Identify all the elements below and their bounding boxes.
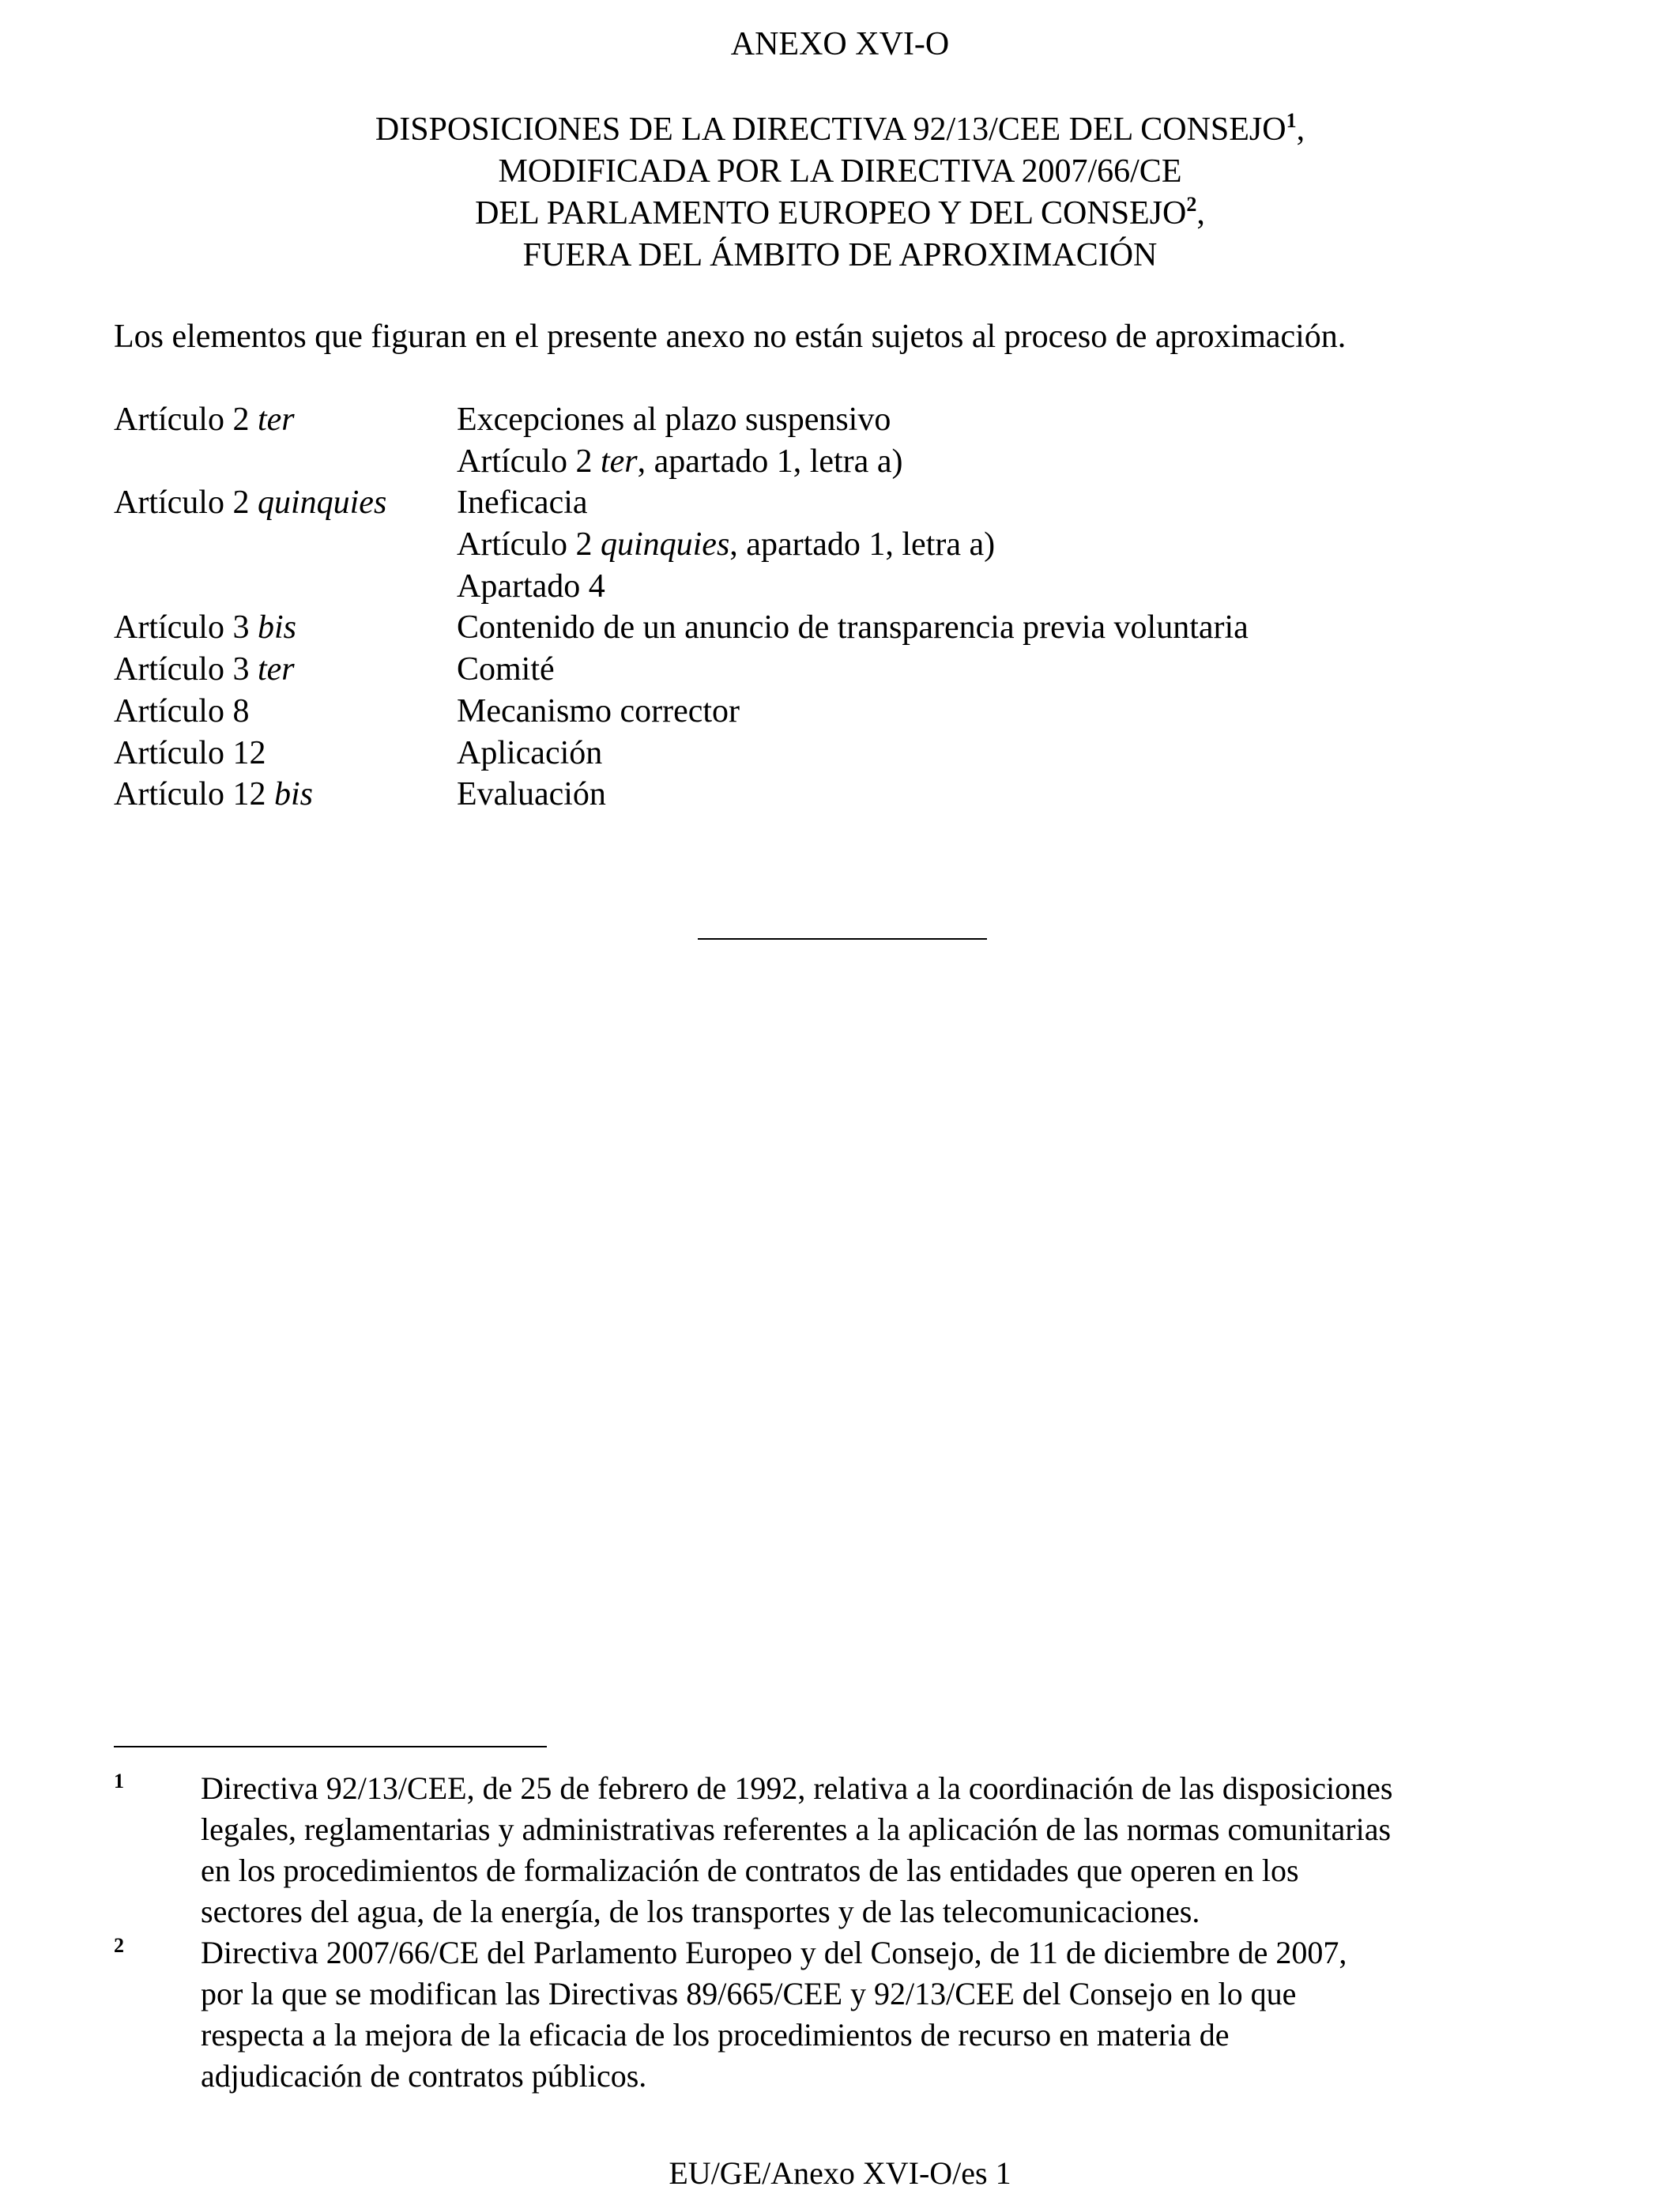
footnote-ref-2[interactable]: 2	[1186, 193, 1197, 216]
article-description-text: Ineficacia	[457, 484, 588, 522]
footnote-ref-1[interactable]: 1	[1286, 109, 1297, 132]
article-description-text: Excepciones al plazo suspensivo	[457, 401, 891, 438]
article-description	[457, 524, 995, 566]
footnote-number: 1	[114, 1770, 124, 1793]
heading-line-1-text: DISPOSICIONES DE LA DIRECTIVA 92/13/CEE DEL CONSEJO	[375, 111, 1286, 148]
article-reference-suffix: quinquies	[257, 484, 387, 522]
article-reference-text: Artículo 3	[114, 651, 258, 688]
article-description-italic: quinquies	[600, 526, 730, 564]
article-reference-text: Artículo 12	[114, 734, 266, 771]
footnote-1	[114, 1768, 1584, 1932]
page-footer: EU/GE/Anexo XVI-O/es 1	[669, 2155, 1011, 2191]
article-description	[457, 482, 588, 524]
footnote-line: sectores del agua, de la energía, de los transportes y de las telecomunicaciones.	[201, 1894, 1200, 1929]
heading-line-1	[0, 109, 1680, 151]
end-of-text-rule	[698, 938, 987, 940]
article-reference-suffix: bis	[273, 776, 313, 813]
intro-paragraph: Los elementos que figuran en el presente anexo no están sujetos al proceso de aproximación.	[114, 319, 1347, 355]
footnote-line: por la que se modifican las Directivas 89/665/CEE y 92/13/CEE del Consejo en lo que	[201, 1976, 1297, 2011]
heading-line-3	[0, 193, 1680, 235]
page-title: ANEXO XVI-O	[730, 26, 950, 62]
article-description-text: Comité	[457, 651, 555, 688]
article-description	[457, 607, 1249, 649]
article-reference	[114, 607, 296, 649]
heading-line-3-text: DEL PARLAMENTO EUROPEO Y DEL CONSEJO	[475, 195, 1187, 232]
article-description	[457, 566, 605, 608]
article-reference	[114, 649, 295, 691]
article-reference	[114, 482, 386, 524]
footnotes	[114, 1768, 1584, 2097]
heading-line-1-tail: ,	[1296, 111, 1305, 148]
article-description-text: Mecanismo corrector	[457, 692, 740, 729]
footnote-line: en los procedimientos de formalización de contratos de las entidades que operen en los	[201, 1853, 1299, 1888]
footnote-line: Directiva 2007/66/CE del Parlamento Europeo y del Consejo, de 11 de diciembre de 2007,	[201, 1935, 1347, 1970]
article-reference	[114, 691, 249, 733]
article-reference	[114, 774, 313, 816]
article-description-italic: ter	[600, 443, 638, 480]
article-description	[457, 441, 902, 483]
heading-line-2: MODIFICADA POR LA DIRECTIVA 2007/66/CE	[498, 153, 1182, 190]
article-reference-suffix: ter	[257, 401, 295, 438]
heading-line-4: FUERA DEL ÁMBITO DE APROXIMACIÓN	[522, 237, 1158, 273]
article-description-text: Aplicación	[457, 734, 603, 771]
article-description	[457, 774, 606, 816]
article-reference-text: Artículo 8	[114, 692, 250, 729]
article-reference	[114, 733, 266, 775]
article-description-tail: , apartado 1, letra a)	[637, 443, 903, 480]
footnote-line: respecta a la mejora de la eficacia de los procedimientos de recurso en materia de	[201, 2017, 1230, 2053]
article-reference-suffix: bis	[257, 609, 296, 647]
footnote-line: Directiva 92/13/CEE, de 25 de febrero de 1992, relativa a la coordinación de las disposiciones	[201, 1770, 1393, 1806]
article-reference-text: Artículo 2	[114, 401, 258, 438]
footnote-number: 2	[114, 1934, 124, 1957]
article-reference-text: Artículo 2	[114, 484, 258, 522]
footnote-separator	[114, 1746, 547, 1747]
article-description-text: Contenido de un anuncio de transparencia previa voluntaria	[457, 609, 1249, 647]
article-description-text: Apartado 4	[457, 567, 605, 605]
footnote-line: legales, reglamentarias y administrativas referentes a la aplicación de las normas comunitarias	[201, 1811, 1392, 1847]
article-description	[457, 691, 740, 733]
article-reference	[114, 399, 295, 441]
article-reference-text: Artículo 12	[114, 776, 274, 813]
article-reference-suffix: ter	[257, 651, 295, 688]
section-heading	[0, 109, 1680, 277]
article-description-text: Artículo 2	[457, 443, 601, 480]
heading-line-3-tail: ,	[1196, 195, 1205, 232]
footnote-2	[114, 1932, 1584, 2097]
article-description-text: Artículo 2	[457, 526, 601, 564]
article-description	[457, 733, 602, 775]
article-description-tail: , apartado 1, letra a)	[729, 526, 996, 564]
article-description-text: Evaluación	[457, 776, 606, 813]
article-reference-text: Artículo 3	[114, 609, 258, 647]
footnote-line: adjudicación de contratos públicos.	[201, 2058, 647, 2094]
article-description	[457, 649, 555, 691]
article-description	[457, 399, 891, 441]
